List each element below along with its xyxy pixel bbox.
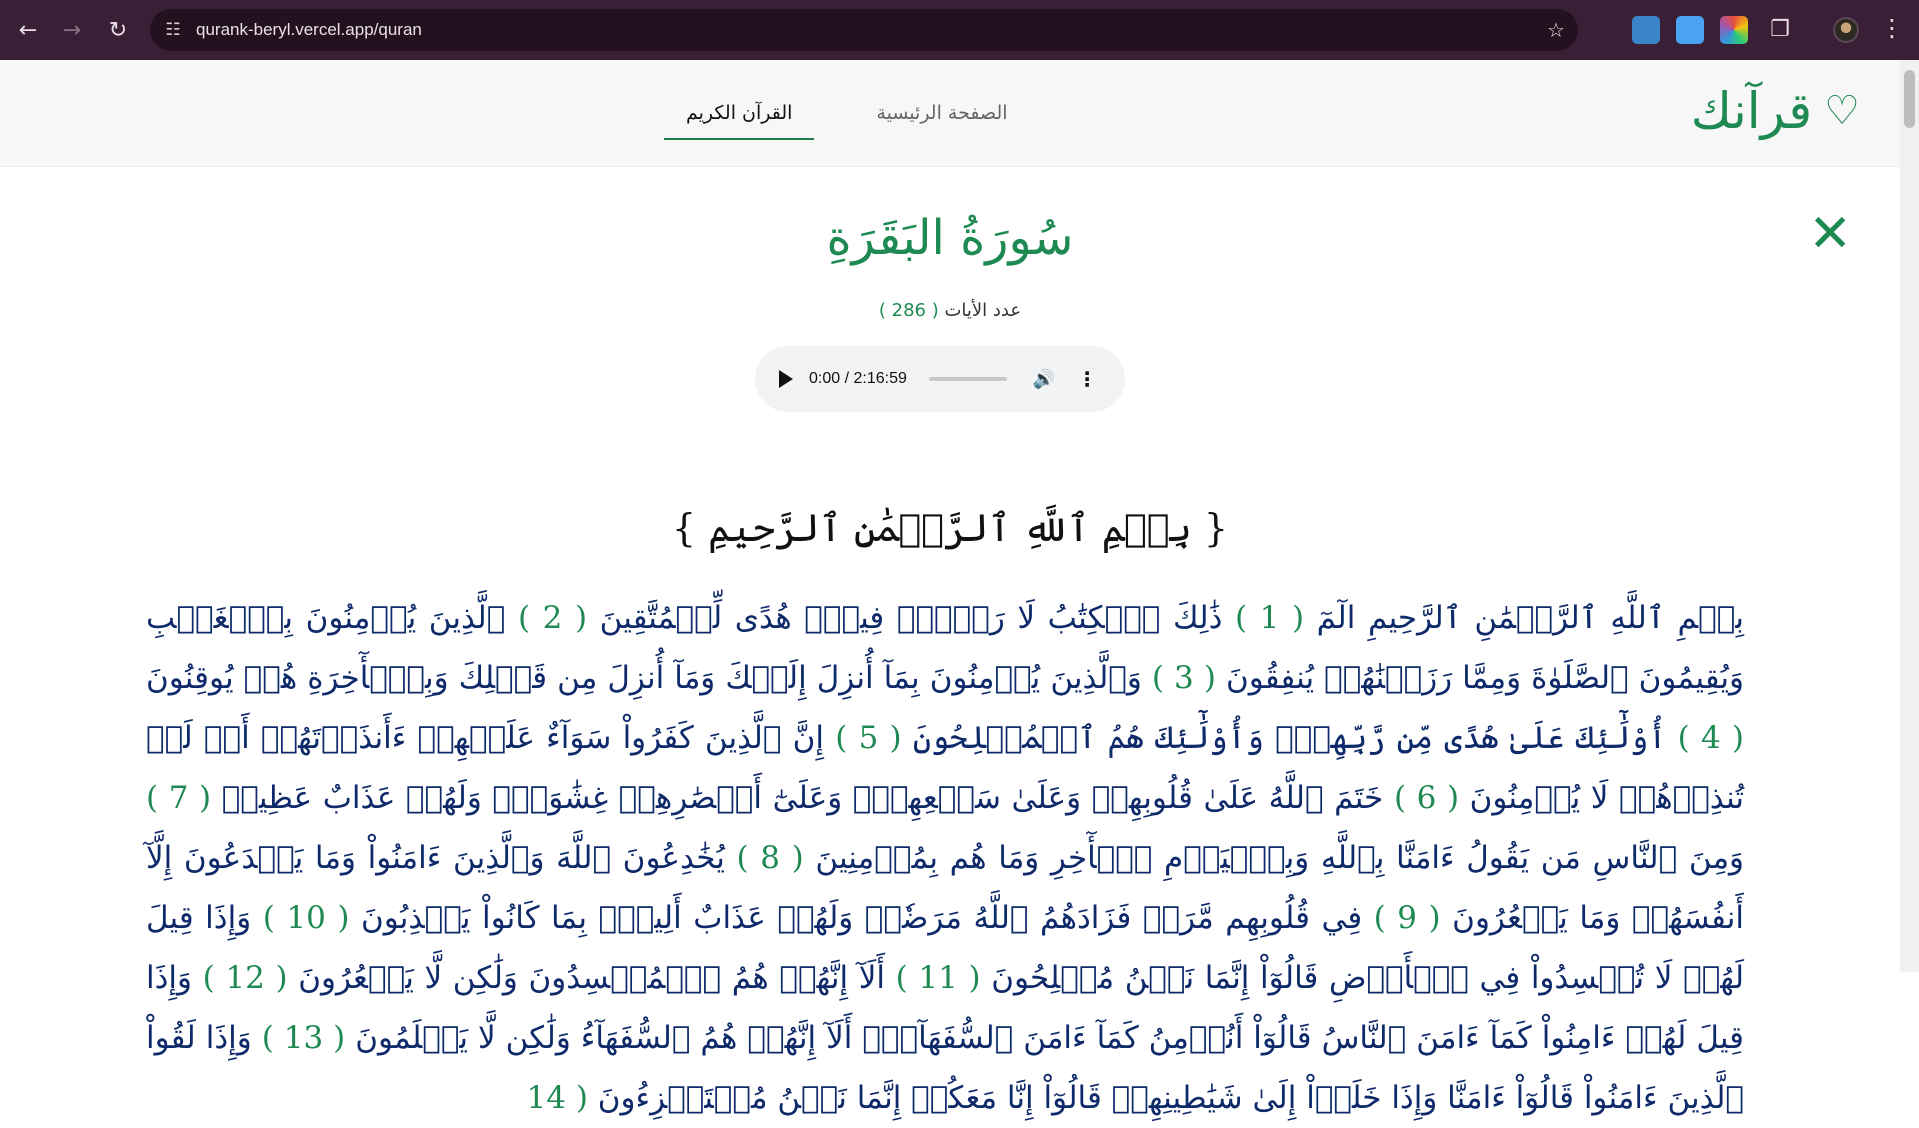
page-scrollbar[interactable] (1900, 60, 1919, 972)
more-options-icon[interactable]: ⋮ (1077, 367, 1098, 391)
verse-text: خَتَمَ ٱللَّهُ عَلَىٰ قُلُوبِهِمۡ وَعَلَىٰ سَمۡعِهِمۡۖ وَعَلَىٰٓ أَبۡصَٰرِهِمۡ غِشَٰوَةٞۖ وَلَهُمۡ عَذَابٌ عَظِيمٞ (211, 780, 1384, 816)
back-icon[interactable]: ← (18, 17, 38, 43)
browser-toolbar (0, 0, 1919, 60)
site-settings-icon[interactable]: ☷ (165, 20, 181, 40)
verse-number: ( 5 ) (835, 720, 902, 756)
verse-number: ( 1 ) (1234, 600, 1305, 636)
site-header (0, 60, 1900, 167)
verse-text: أُوْلَٰٓئِكَ عَلَىٰ هُدًى مِّن رَّبِّهِمۡۖ وَأُوْلَٰٓئِكَ هُمُ ٱلۡمُفۡلِحُونَ (901, 720, 1667, 756)
verse-text: ٱلَّذِينَ يُؤۡمِنُونَ بِٱلۡغَيۡبِ وَيُقِيمُونَ ٱلصَّلَوٰةَ وَمِمَّا رَزَقۡنَٰهُمۡ يُنفِقُونَ (146, 600, 1744, 696)
browser-menu-icon[interactable]: ⋮ (1880, 14, 1904, 42)
verse-number: ( 2 ) (517, 600, 588, 636)
site-brand[interactable] (1690, 82, 1860, 140)
scrollbar-thumb[interactable] (1904, 70, 1915, 128)
brand-name: قرآنك (1690, 82, 1813, 140)
verse-number: ( 3 ) (1151, 660, 1216, 696)
ayah-count-label: عدد الأيات (944, 300, 1022, 321)
verse-text: فِي قُلُوبِهِم مَّرَضٞ فَزَادَهُمُ ٱللَّهُ مَرَضٗاۖ وَلَهُمۡ عَذَابٌ أَلِيمُۢ بِمَا كَانُواْ يَكۡذِبُونَ (349, 900, 1363, 936)
verse-text: بِسۡمِ ٱللَّهِ ٱلرَّحۡمَٰنِ ٱلرَّحِيمِ الٓمٓ (1304, 600, 1744, 636)
volume-icon[interactable]: 🔊 (1032, 368, 1056, 390)
close-icon[interactable]: ✕ (1808, 204, 1852, 264)
audio-player[interactable] (755, 346, 1125, 412)
surah-title: سُورَةُ البَقَرَةِ (826, 210, 1074, 266)
verse-text: ذَٰلِكَ ٱلۡكِتَٰبُ لَا رَيۡبَۛ فِيهِۛ هُدًى لِّلۡمُتَّقِينَ (587, 600, 1223, 636)
extension-icon-2[interactable] (1676, 16, 1704, 44)
reload-icon[interactable]: ↻ (108, 17, 128, 43)
play-icon[interactable] (779, 370, 793, 388)
verse-number: ( 9 ) (1373, 900, 1441, 936)
verse-number: ( 13 ) (261, 1020, 346, 1056)
verse-number: ( 14 (526, 1080, 588, 1116)
verse-number: ( 12 ) (202, 960, 288, 996)
nav-home[interactable]: الصفحة الرئيسية (876, 102, 1008, 124)
bookmark-star-icon[interactable]: ☆ (1547, 18, 1565, 42)
verse-number: ( 11 ) (895, 960, 981, 996)
verse-text: وَإِذَا قِيلَ لَهُمۡ ءَامِنُواْ كَمَآ ءَامَنَ ٱلنَّاسُ قَالُوٓاْ أَنُؤۡمِنُ كَمَآ ءَامَنَ ٱلسُّفَهَآءُۗ أَلَآ إِنَّهُمۡ هُمُ ٱلسُّفَهَآءُ وَلَٰكِن لَّا يَعۡلَمُونَ (146, 960, 1744, 1056)
verse-number: ( 4 ) (1677, 720, 1745, 756)
verse-number: ( 6 ) (1393, 780, 1460, 816)
verse-text: أَلَآ إِنَّهُمۡ هُمُ ٱلۡمُفۡسِدُونَ وَلَٰكِن لَّا يَشۡعُرُونَ (287, 960, 886, 996)
audio-progress-slider[interactable] (929, 377, 1007, 381)
extensions-puzzle-icon[interactable]: ❐ (1770, 17, 1790, 42)
basmala: { بِسۡمِ ٱللَّهِ ٱلرَّحۡمَٰنِ ٱلرَّحِيمِ } (671, 506, 1229, 550)
verses-text (146, 588, 1744, 1128)
verse-number: ( 8 ) (736, 840, 804, 876)
verse-text: وَإِذَا لَقُواْ ٱلَّذِينَ ءَامَنُواْ قَالُوٓاْ ءَامَنَّا وَإِذَا خَلَوۡاْ إِلَىٰ شَيَٰطِينِهِمۡ قَالُوٓاْ إِنَّا مَعَكُمۡ إِنَّمَا نَحۡنُ مُسۡتَهۡزِءُونَ (146, 1020, 1744, 1116)
verse-text: وَإِذَا قِيلَ لَهُمۡ لَا تُفۡسِدُواْ فِي ٱلۡأَرۡضِ قَالُوٓاْ إِنَّمَا نَحۡنُ مُصۡلِحُونَ (146, 900, 1745, 996)
audio-time: 0:00 / 2:16:59 (809, 370, 907, 387)
extension-icon-3[interactable] (1720, 16, 1748, 44)
verse-text: إِنَّ ٱلَّذِينَ كَفَرُواْ سَوَآءٌ عَلَيۡهِمۡ ءَأَنذَرۡتَهُمۡ أَمۡ لَمۡ تُنذِرۡهُمۡ لَا يُؤۡمِنُونَ (146, 720, 1745, 816)
verse-number: ( 10 ) (262, 900, 350, 936)
extension-icon-1[interactable] (1632, 16, 1660, 44)
address-bar[interactable] (150, 9, 1578, 51)
url-text[interactable]: qurank-beryl.vercel.app/quran (196, 20, 422, 39)
nav-quran[interactable]: القرآن الكريم (664, 96, 814, 140)
forward-icon[interactable]: → (62, 17, 82, 43)
profile-avatar[interactable] (1833, 17, 1859, 43)
page (0, 60, 1900, 1116)
verse-text: وَمِنَ ٱلنَّاسِ مَن يَقُولُ ءَامَنَّا بِٱللَّهِ وَبِٱلۡيَوۡمِ ٱلۡأٓخِرِ وَمَا هُم بِمُؤۡمِنِينَ (803, 840, 1745, 876)
ayah-count (0, 300, 1900, 321)
main-nav (664, 96, 1030, 140)
heart-icon: ♡ (1824, 88, 1860, 134)
ayah-count-value: ( 286 ) (878, 300, 939, 321)
verse-text: يُخَٰدِعُونَ ٱللَّهَ وَٱلَّذِينَ ءَامَنُواْ وَمَا يَخۡدَعُونَ إِلَّآ أَنفُسَهُمۡ وَمَا يَشۡعُرُونَ (146, 840, 1744, 936)
verse-text: وَٱلَّذِينَ يُؤۡمِنُونَ بِمَآ أُنزِلَ إِلَيۡكَ وَمَآ أُنزِلَ مِن قَبۡلِكَ وَبِٱلۡأٓخِرَةِ هُمۡ يُوقِنُونَ (146, 660, 1142, 696)
verse-number: ( 7 ) (146, 780, 212, 816)
